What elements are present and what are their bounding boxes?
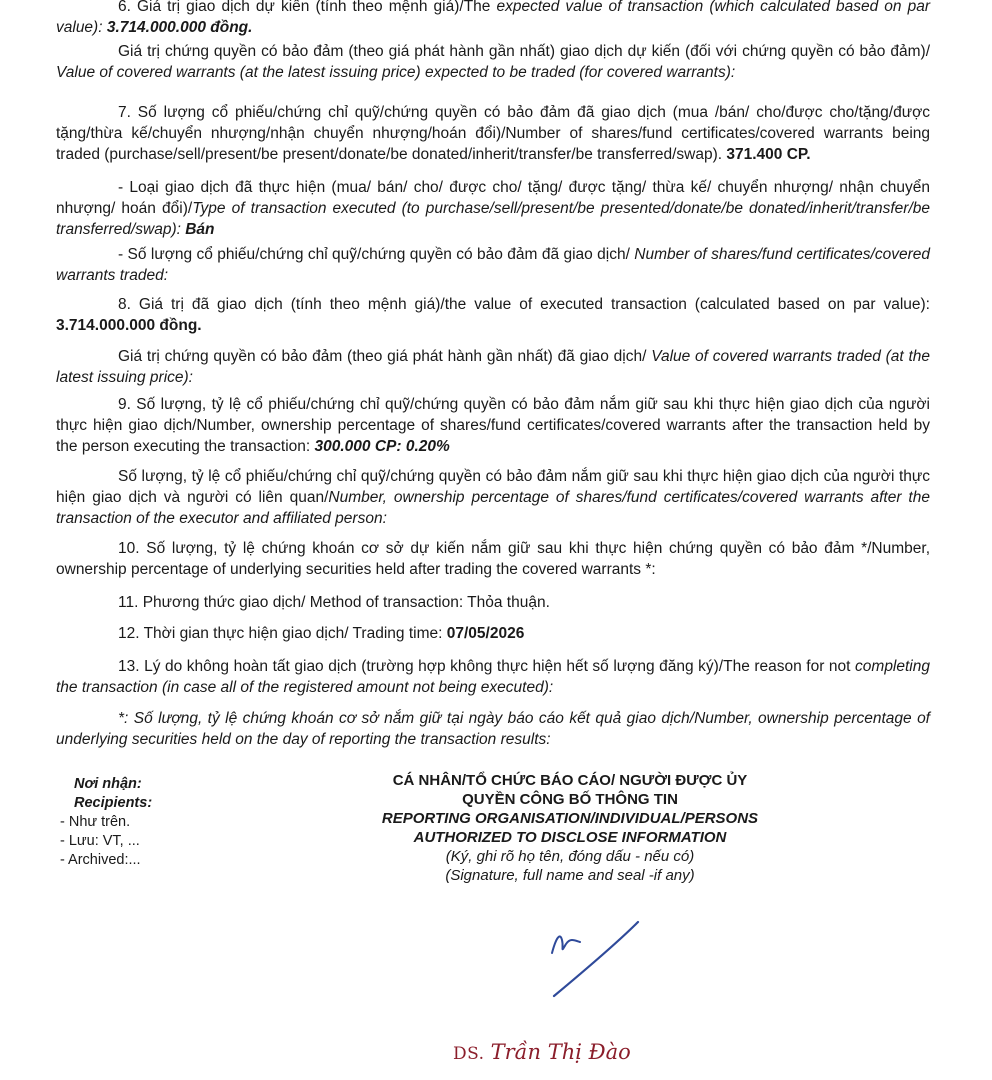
- signature-title-en: REPORTING ORGANISATION/INDIVIDUAL/PERSONS: [381, 810, 759, 827]
- item-7-quantity: - Số lượng cổ phiếu/chứng chỉ quỹ/chứng quyền có bảo đảm đã giao dịch/ Number of shares/fund certificates/covered warrants traded:: [56, 246, 931, 284]
- item-8-warrants: Giá trị chứng quyền có bảo đảm (theo giá phát hành gần nhất) đã giao dịch/ Value of covered warrants traded (at the latest issuing price):: [56, 348, 930, 386]
- item-9-affiliated: Số lượng, tỷ lệ cổ phiếu/chứng chỉ quỹ/chứng quyền có bảo đảm nắm giữ sau khi thực hiện giao dịch của người thực hiện giao dịch và người có liên quan/Number, ownership percentage of shares/fund certificates/covered warrants after the transaction of the executor and affiliated person:: [56, 468, 930, 527]
- signature-title-en-2: AUTHORIZED TO DISCLOSE INFORMATION: [413, 829, 727, 846]
- item-9: 9. Số lượng, tỷ lệ cổ phiếu/chứng chỉ quỹ/chứng quyền có bảo đảm nắm giữ sau khi thực hiện giao dịch của người thực hiện giao dịch/Number, ownership percentage of shares/fund certificates/covered warrants after the transaction held by the person executing the transaction: 300.000 CP: 0.20%: [56, 396, 930, 455]
- handwritten-signature: [540, 918, 650, 1008]
- recipients-block: [60, 775, 220, 870]
- signature-title-vn: CÁ NHÂN/TỔ CHỨC BÁO CÁO/ NGƯỜI ĐƯỢC ỦY: [392, 772, 748, 789]
- item-7-type: - Loại giao dịch đã thực hiện (mua/ bán/ cho/ được cho/ tặng/ được tặng/ thừa kế/ chuyển nhượng/ nhận chuyển nhượng/ hoán đổi)/Type of transaction executed (to purchase/sell/present/be presented/donate/be donated/inherit/transfer/be transferred/swap): Bán: [56, 179, 931, 238]
- item-11: 11. Phương thức giao dịch/ Method of transaction: Thỏa thuận.: [118, 594, 550, 611]
- item-10: 10. Số lượng, tỷ lệ chứng khoán cơ sở dự kiến nắm giữ sau khi thực hiện chứng quyền có bảo đảm */Number, ownership percentage of underlying securities held after trading the covered warrants *:: [56, 540, 930, 578]
- signer-full-name: Trần Thị Đào: [490, 1040, 631, 1064]
- item-12: 12. Thời gian thực hiện giao dịch/ Trading time: 07/05/2026: [118, 625, 525, 642]
- item-8: 8. Giá trị đã giao dịch (tính theo mệnh giá)/the value of executed transaction (calculated based on par value): 3.714.000.000 đồng.: [56, 296, 930, 334]
- recipient-line: - Archived:...: [60, 852, 141, 868]
- recipients-title-en: Recipients:: [74, 795, 153, 811]
- signer-name: [453, 1040, 631, 1064]
- item-7: 7. Số lượng cổ phiếu/chứng chỉ quỹ/chứng quyền có bảo đảm đã giao dịch (mua /bán/ cho/được cho/tặng/được tặng/thừa kế/chuyển nhượng/nhận chuyển nhượng/hoán đổi)/Number of shares/fund certificates/covered warrants being traded (purchase/sell/present/be present/donate/be donated/inherit/transfer/be transferred/swap). 371.400 CP.: [56, 104, 930, 163]
- recipient-line: - Lưu: VT, ...: [60, 833, 140, 849]
- signer-prefix: DS.: [453, 1044, 485, 1064]
- footnote: *: Số lượng, tỷ lệ chứng khoán cơ sở nắm giữ tại ngày báo cáo kết quả giao dịch/Number, ownership percentage of underlying securities held on the day of reporting the transaction results:: [56, 710, 930, 748]
- item-13: 13. Lý do không hoàn tất giao dịch (trường hợp không thực hiện hết số lượng đăng ký)/The reason for not completing the transaction (in case all of the registered amount not being executed):: [56, 658, 930, 696]
- signature-title-vn-2: QUYỀN CÔNG BỐ THÔNG TIN: [462, 791, 678, 808]
- signature-note-vn: (Ký, ghi rõ họ tên, đóng dấu - nếu có): [445, 848, 695, 865]
- recipient-line: - Như trên.: [60, 814, 131, 830]
- signature-block: [330, 771, 810, 885]
- recipients-title-vn: Nơi nhận:: [74, 776, 142, 792]
- item-6-warrants: Giá trị chứng quyền có bảo đảm (theo giá phát hành gần nhất) giao dịch dự kiến (đối với chứng quyền có bảo đảm)/ Value of covered warrants (at the latest issuing price) expected to be traded (for covered warrants):: [56, 43, 930, 81]
- signature-note-en: (Signature, full name and seal -if any): [445, 867, 695, 884]
- item-6: 6. Giá trị giao dịch dự kiến (tính theo mệnh giá)/The expected value of transaction (which calculated based on par value): 3.714.000.000 đồng.: [56, 0, 930, 36]
